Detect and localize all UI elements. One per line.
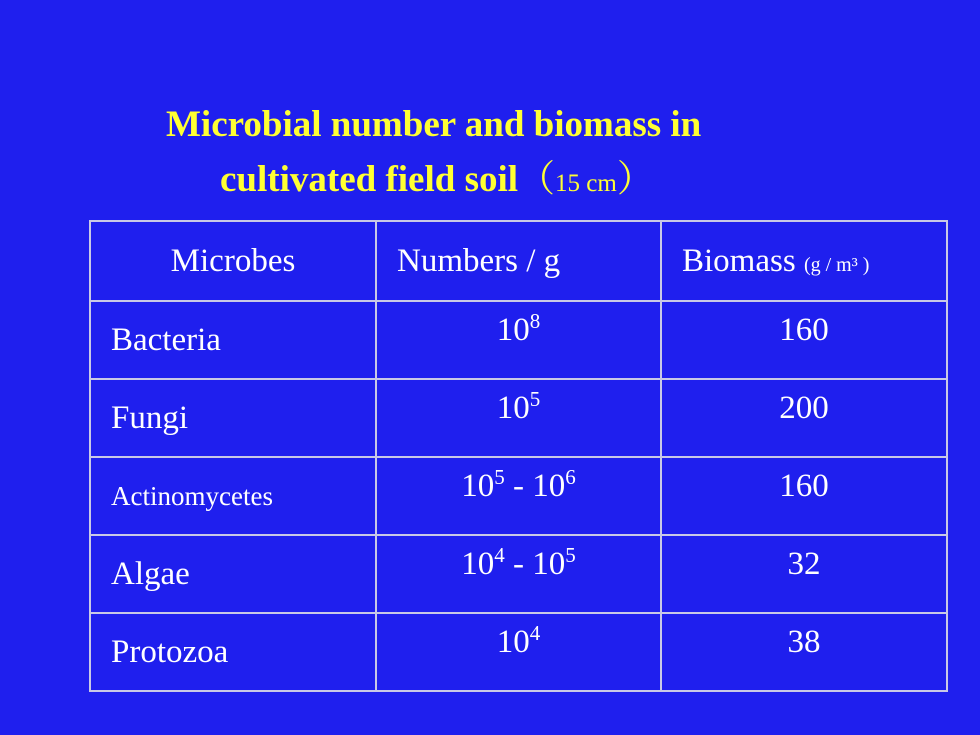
row-biomass: 200 bbox=[661, 379, 947, 457]
header-microbes: Microbes bbox=[90, 221, 376, 301]
row-numbers: $10^5 - 10^6$ bbox=[376, 457, 661, 535]
header-biomass-label: Biomass bbox=[682, 242, 796, 279]
table-header-row bbox=[90, 221, 947, 301]
slide-title-line2 bbox=[220, 154, 654, 210]
row-numbers: $10^4 - 10^5$ bbox=[376, 535, 661, 613]
header-biomass-unit: (g / m³ ) bbox=[803, 253, 870, 276]
row-name: Protozoa bbox=[90, 613, 376, 691]
header-biomass bbox=[661, 221, 947, 301]
table-row bbox=[90, 301, 947, 379]
title-paren-open: （ bbox=[518, 159, 556, 200]
microbe-table bbox=[89, 220, 948, 692]
row-numbers: $10^8$ bbox=[376, 301, 661, 379]
row-name: Fungi bbox=[90, 379, 376, 457]
row-biomass: 32 bbox=[661, 535, 947, 613]
table-row bbox=[90, 535, 947, 613]
row-name: Actinomycetes bbox=[90, 457, 376, 535]
row-name: Bacteria bbox=[90, 301, 376, 379]
row-biomass: 160 bbox=[661, 457, 947, 535]
table-row bbox=[90, 379, 947, 457]
slide-title-line1: Microbial number and biomass in bbox=[166, 104, 702, 145]
table-row bbox=[90, 613, 947, 691]
row-biomass: 160 bbox=[661, 301, 947, 379]
table-row bbox=[90, 457, 947, 535]
title-depth: 15 cm bbox=[555, 170, 617, 197]
row-name: Algae bbox=[90, 535, 376, 613]
row-numbers: $10^4$ bbox=[376, 613, 661, 691]
slide-title-main: cultivated field soil bbox=[220, 159, 519, 200]
row-numbers: $10^5$ bbox=[376, 379, 661, 457]
header-numbers: Numbers / g bbox=[376, 221, 661, 301]
row-biomass: 38 bbox=[661, 613, 947, 691]
title-paren-close: ） bbox=[616, 159, 654, 200]
